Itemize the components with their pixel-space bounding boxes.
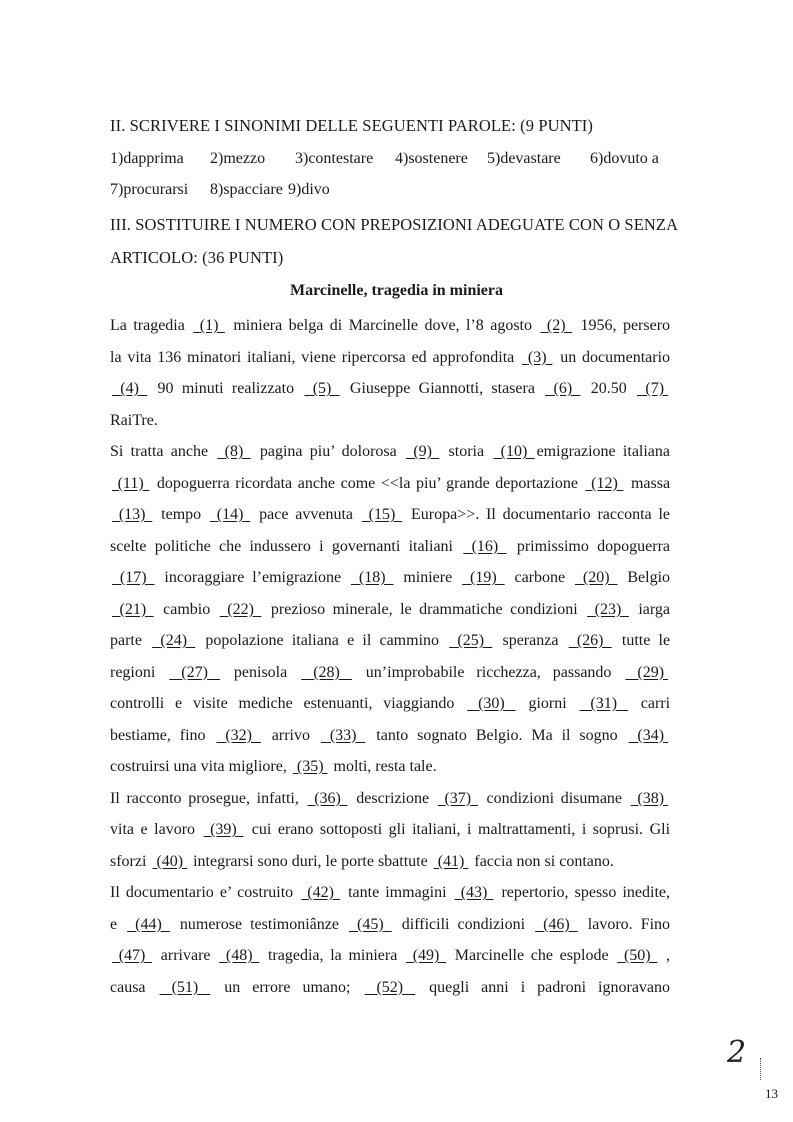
article-text: regioni bbox=[110, 663, 168, 681]
article-line bbox=[110, 657, 670, 689]
article-text: storia bbox=[441, 443, 492, 460]
article-text: vita e lavoro bbox=[110, 821, 202, 838]
article-text: speranza bbox=[494, 632, 567, 649]
article-text: tragedia, la miniera bbox=[261, 947, 405, 964]
article-text: repertorio, spesso inedite, bbox=[495, 884, 670, 901]
word-item: 2)mezzo bbox=[210, 150, 266, 167]
fill-in-blank: (19) bbox=[470, 569, 497, 586]
fill-in-blank: (42) bbox=[307, 884, 334, 901]
fill-in-blank: (4) bbox=[120, 380, 139, 397]
fill-in-blank: (33) bbox=[329, 726, 357, 744]
article-text: cambio bbox=[155, 600, 218, 618]
fill-in-blank: (39) bbox=[210, 821, 237, 838]
fill-in-blank: (47) bbox=[118, 947, 146, 964]
article-text: incoraggiare l’emigrazione bbox=[156, 569, 349, 586]
article-text: cui erano sottoposti gli italiani, i maltrattamenti, i soprusi. Gli bbox=[245, 821, 671, 838]
article-line bbox=[110, 688, 670, 720]
fill-in-blank: (8) bbox=[224, 443, 244, 460]
article-line bbox=[110, 499, 670, 531]
article-text: un errore umano; bbox=[212, 978, 363, 996]
fill-in-blank: (15) bbox=[368, 506, 396, 523]
fill-in-blank: (13) bbox=[118, 506, 146, 523]
fill-in-blank: (52) bbox=[376, 978, 404, 996]
article-text: pace avvenuta bbox=[252, 506, 360, 523]
fill-in-blank: (49) bbox=[412, 947, 440, 964]
article-text: carri bbox=[629, 695, 671, 712]
fill-in-blank: (30) bbox=[478, 695, 505, 712]
fill-in-blank: (7) bbox=[645, 380, 665, 397]
article-text: Il documentario e’ costruito bbox=[110, 884, 300, 901]
article-text: Europa>>. Il documentario racconta le bbox=[404, 506, 670, 523]
article-text: controlli e visite mediche estenuanti, viaggiando bbox=[110, 695, 466, 712]
fill-in-blank: (17) bbox=[119, 569, 147, 586]
fill-in-blank: (45) bbox=[357, 915, 384, 933]
article-text: carbone bbox=[506, 569, 574, 586]
fill-in-blank: (22) bbox=[227, 600, 254, 618]
fill-in-blank: (27) bbox=[181, 663, 208, 681]
article-line bbox=[110, 405, 670, 437]
word-item: 1)dapprima bbox=[110, 150, 184, 167]
fill-in-blank: (40) bbox=[156, 852, 184, 870]
fill-in-blank: (2) bbox=[546, 317, 566, 334]
word-item: 3)contestare bbox=[295, 150, 374, 167]
article-line bbox=[110, 310, 670, 342]
article-text: causa bbox=[110, 978, 158, 996]
article-text: popolazione italiana e il cammino bbox=[197, 632, 448, 649]
article-title: Marcinelle, tragedia in miniera bbox=[290, 282, 503, 299]
word-item: 7)procurarsi bbox=[110, 181, 189, 198]
article-text: tante immagini bbox=[342, 884, 453, 901]
word-item: 6)dovuto a bbox=[590, 150, 659, 167]
fill-in-blank: (9) bbox=[413, 443, 432, 460]
section-3-heading-line-1: III. SOSTITUIRE I NUMERO CON PREPOSIZIONI ADEGUATE CON O SENZA bbox=[110, 215, 679, 234]
article-text: numerose testimoniânze bbox=[171, 915, 348, 933]
fill-in-blank: (21) bbox=[119, 600, 147, 618]
article-text: faccia non si contano. bbox=[470, 852, 614, 870]
article-text: penisola bbox=[221, 663, 300, 681]
article-line bbox=[110, 909, 670, 941]
article-line bbox=[110, 436, 670, 468]
article-text: costruirsi una vita migliore, bbox=[110, 758, 291, 775]
word-item: 9)divo bbox=[288, 181, 330, 198]
article-text: un documentario bbox=[554, 348, 671, 366]
fill-in-blank: (51) bbox=[171, 978, 199, 996]
article-line bbox=[110, 846, 670, 878]
article-text: giorni bbox=[517, 695, 578, 712]
article-text: un’improbabile ricchezza, passando bbox=[353, 663, 624, 681]
article-text: quegli anni i padroni ignoravano bbox=[417, 978, 671, 996]
synonym-words-row-1 bbox=[110, 150, 670, 170]
article-line bbox=[110, 594, 670, 626]
article-text: sforzi bbox=[110, 852, 151, 870]
article-line bbox=[110, 373, 670, 405]
article-text: descrizione bbox=[349, 789, 436, 807]
handwritten-mark: 2 bbox=[727, 1035, 747, 1070]
article-text: e bbox=[110, 915, 126, 933]
fill-in-blank: (11) bbox=[117, 474, 144, 492]
fill-in-blank: (16) bbox=[471, 537, 499, 555]
article-text: lavoro. Fino bbox=[579, 915, 671, 933]
article-line bbox=[110, 562, 670, 594]
fill-in-blank: (29) bbox=[637, 663, 665, 681]
article-line bbox=[110, 972, 670, 1004]
article-line bbox=[110, 625, 670, 657]
fill-in-blank: (5) bbox=[312, 380, 332, 397]
article-text: Marcinelle che esplode bbox=[448, 947, 616, 964]
article-line bbox=[110, 342, 670, 374]
article-text: La tragedia bbox=[110, 317, 192, 334]
fill-in-blank: (31) bbox=[590, 695, 618, 712]
fill-in-blank: (18) bbox=[358, 569, 386, 586]
margin-tick-mark bbox=[760, 1058, 762, 1080]
article-text: dopoguerra ricordata anche come <<la piu’ grande deportazione bbox=[151, 474, 584, 492]
synonym-words-row-2 bbox=[110, 181, 670, 201]
fill-in-blank: (24) bbox=[160, 632, 188, 649]
article-text: Giuseppe Giannotti, stasera bbox=[341, 380, 544, 397]
section-2-heading: II. SCRIVERE I SINONIMI DELLE SEGUENTI PAROLE: (9 PUNTI) bbox=[110, 116, 593, 135]
section-3-heading-line-2: ARTICOLO: (36 PUNTI) bbox=[110, 248, 284, 267]
fill-in-blank: (36) bbox=[314, 789, 341, 807]
fill-in-blank: (41) bbox=[437, 852, 465, 870]
fill-in-blank: (32) bbox=[225, 726, 252, 744]
article-text: tempo bbox=[154, 506, 208, 523]
article-text: Il racconto prosegue, infatti, bbox=[110, 789, 306, 807]
article-body bbox=[110, 310, 670, 1003]
article-text: difficili condizioni bbox=[393, 915, 534, 933]
article-text: tutte le bbox=[613, 632, 671, 649]
article-text: pagina piu’ dolorosa bbox=[252, 443, 405, 460]
article-text: parte bbox=[110, 632, 151, 649]
article-text: Si tratta anche bbox=[110, 443, 216, 460]
article-text: RaiTre. bbox=[110, 411, 158, 429]
article-text: iarga bbox=[630, 600, 671, 618]
article-text: molti, resta tale. bbox=[329, 758, 437, 775]
article-line bbox=[110, 751, 670, 783]
article-text: prezioso minerale, le drammatiche condizioni bbox=[263, 600, 586, 618]
article-text: miniera belga di Marcinelle dove, l’8 agosto bbox=[226, 317, 539, 334]
fill-in-blank: (37) bbox=[444, 789, 472, 807]
article-line bbox=[110, 720, 670, 752]
article-text: arrivo bbox=[262, 726, 319, 744]
fill-in-blank: (6) bbox=[553, 380, 573, 397]
fill-in-blank: (34) bbox=[637, 726, 665, 744]
fill-in-blank: (20) bbox=[582, 569, 610, 586]
article-text: primissimo dopoguerra bbox=[508, 537, 671, 555]
article-text: scelte politiche che indussero i governanti italiani bbox=[110, 537, 462, 555]
article-text: miniere bbox=[395, 569, 461, 586]
article-text: 90 minuti realizzato bbox=[149, 380, 303, 397]
word-item: 5)devastare bbox=[487, 150, 561, 167]
fill-in-blank: (35) bbox=[296, 758, 324, 775]
article-text: condizioni disumane bbox=[479, 789, 629, 807]
fill-in-blank: (1) bbox=[199, 317, 219, 334]
fill-in-blank: (3) bbox=[527, 348, 547, 366]
article-line bbox=[110, 814, 670, 846]
article-line bbox=[110, 877, 670, 909]
article-line bbox=[110, 783, 670, 815]
page-number: 13 bbox=[765, 1086, 778, 1101]
word-item: 8)spacciare bbox=[210, 181, 283, 198]
fill-in-blank: (28) bbox=[313, 663, 340, 681]
article-text: 1956, persero bbox=[574, 317, 671, 334]
fill-in-blank: (12) bbox=[591, 474, 618, 492]
article-text: , bbox=[659, 947, 671, 964]
fill-in-blank: (38) bbox=[637, 789, 665, 807]
fill-in-blank: (48) bbox=[225, 947, 253, 964]
article-text: 20.50 bbox=[582, 380, 636, 397]
article-line bbox=[110, 531, 670, 563]
article-text: integrarsi sono duri, le porte sbattute bbox=[189, 852, 432, 870]
article-text: massa bbox=[625, 474, 671, 492]
article-text: tanto sognato Belgio. Ma il sogno bbox=[367, 726, 627, 744]
fill-in-blank: (14) bbox=[216, 506, 244, 523]
article-text: bestiame, fino bbox=[110, 726, 215, 744]
fill-in-blank: (43) bbox=[460, 884, 488, 901]
fill-in-blank: (23) bbox=[594, 600, 622, 618]
article-text: la vita 136 minatori italiani, viene ripercorsa ed approfondita bbox=[110, 348, 521, 366]
fill-in-blank: (26) bbox=[576, 632, 604, 649]
article-text: arrivare bbox=[154, 947, 218, 964]
article-line bbox=[110, 468, 670, 500]
word-item: 4)sostenere bbox=[395, 150, 468, 167]
fill-in-blank: (46) bbox=[543, 915, 570, 933]
article-text: Belgio bbox=[619, 569, 671, 586]
fill-in-blank: (50) bbox=[623, 947, 651, 964]
fill-in-blank: (25) bbox=[457, 632, 485, 649]
article-text: emigrazione italiana bbox=[536, 443, 671, 460]
fill-in-blank: (44) bbox=[135, 915, 162, 933]
article-line bbox=[110, 940, 670, 972]
fill-in-blank: (10) bbox=[500, 443, 528, 460]
